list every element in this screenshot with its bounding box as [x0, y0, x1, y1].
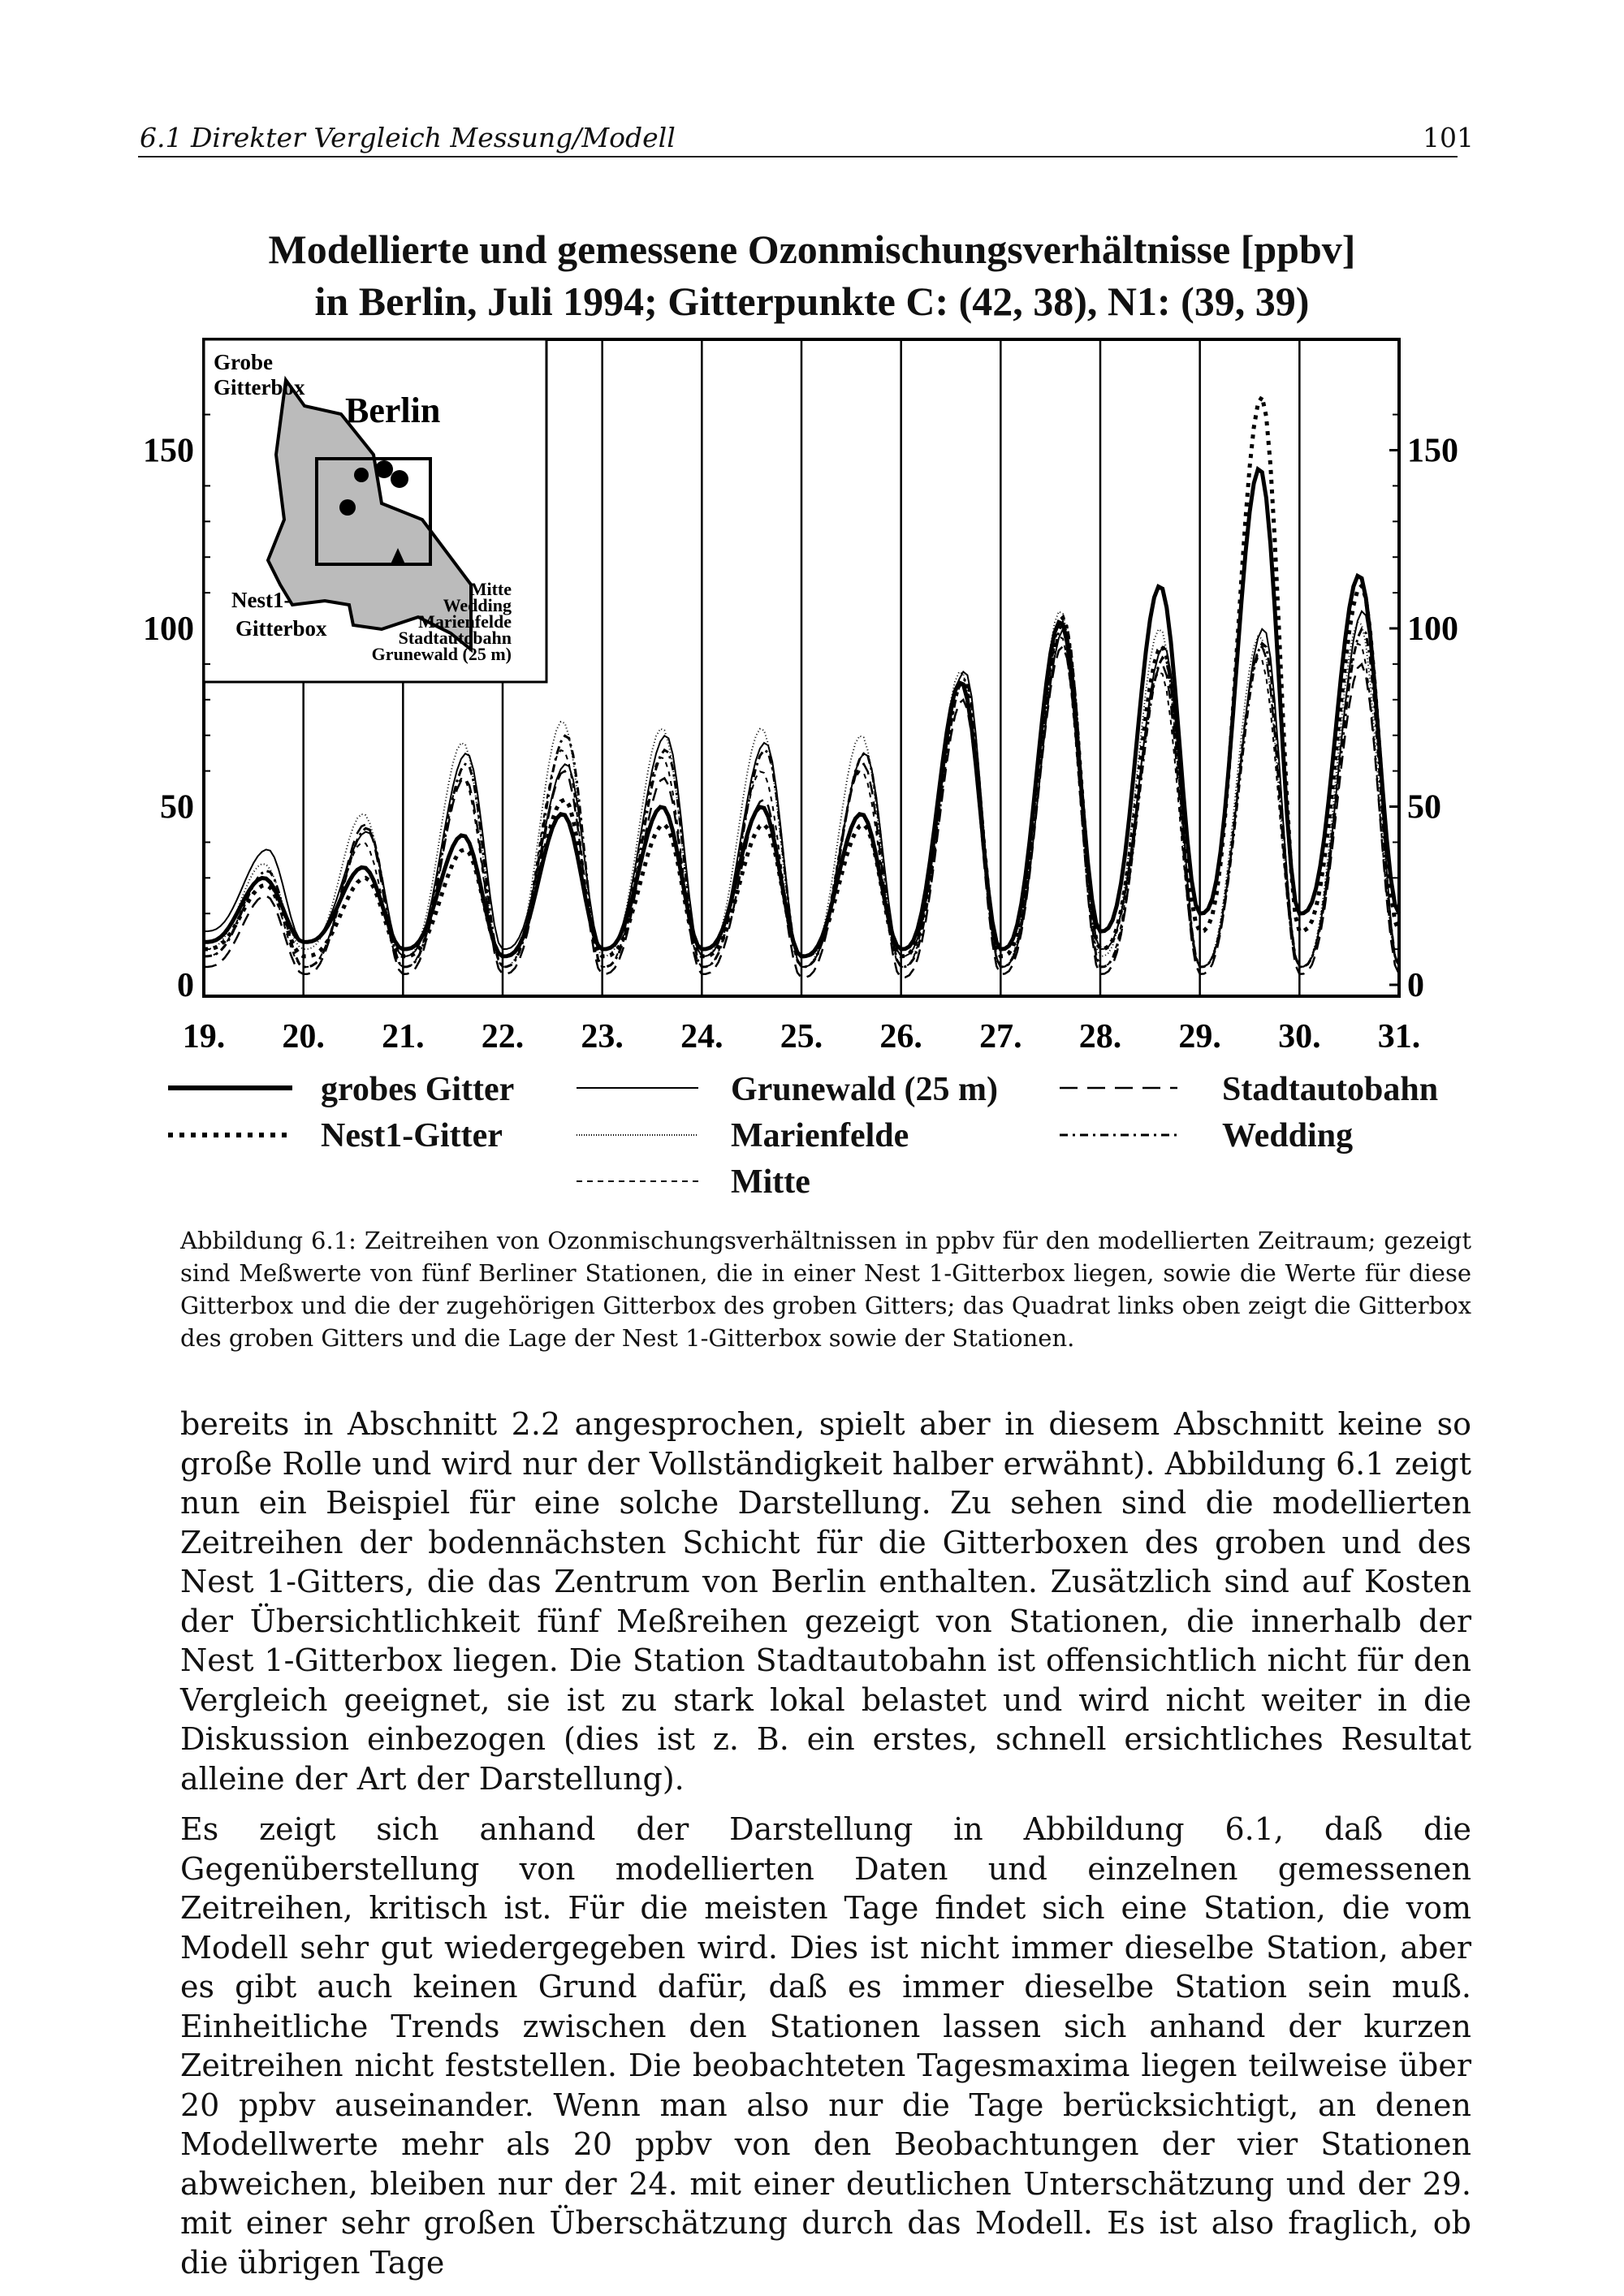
body-text	[180, 1405, 1471, 2294]
legend-label-marienfelde: Marienfelde	[731, 1117, 909, 1154]
figure-caption: Abbildung 6.1: Zeitreihen von Ozonmischungsverhältnissen in ppbv für den modellierten Zeitraum; gezeigt sind Meßwerte von fünf Berliner Stationen, die in einer Nest 1-Gitterbox liegen, sowie die Werte für diese Gitterbox und die der zugehörigen Gitterbox des groben Gitters; das Quadrat links oben zeigt die Gitterbox des groben Gitters und die Lage der Nest 1-Gitterbox sowie der Stationen.	[180, 1227, 1471, 1352]
inset-label-grobe: Grobe	[214, 350, 273, 374]
x-tick-label: 21.	[382, 1018, 425, 1055]
inset-label-berlin: Berlin	[345, 391, 441, 430]
x-tick-label: 23.	[581, 1018, 624, 1055]
x-tick-label: 20.	[282, 1018, 325, 1055]
x-tick-label: 31.	[1377, 1018, 1421, 1055]
y-tick-label-left: 100	[143, 611, 194, 648]
y-tick-label-left: 50	[160, 788, 194, 826]
paragraph: bereits in Abschnitt 2.2 angesprochen, spielt aber in diesem Abschnitt keine so große Rolle und wird nur der Vollständigkeit halber erwähnt). Abbildung 6.1 zeigt nun ein Beispiel für eine solche Darstellung. Zu sehen sind die modellierten Zeitreihen der bodennächsten Schicht für die Gitterboxen des groben und des Nest 1-Gitters, die das Zentrum von Berlin enthalten. Zusätzlich sind auf Kosten der Übersichtlichkeit fünf Meßreihen gezeigt von Stationen, die innerhalb der Nest 1-Gitterbox liegen. Die Station Stadtautobahn ist offensichtlich nicht für den Vergleich geeignet, sie ist zu stark lokal belastet und wird nicht weiter in die Diskussion einbezogen (dies ist z. B. ein erstes, schnell ersichtliches Resultat alleine der Art der Darstellung).	[180, 1406, 1471, 1797]
x-tick-label: 19.	[182, 1018, 226, 1055]
y-tick-label-left: 0	[177, 967, 194, 1004]
legend-label-mitte: Mitte	[731, 1163, 810, 1201]
station-label-grunewald: Grunewald (25 m)	[371, 644, 512, 664]
legend-label-stadtautobahn: Stadtautobahn	[1222, 1071, 1439, 1108]
inset-label-nest-gitterbox: Gitterbox	[235, 616, 327, 641]
x-tick-label: 28.	[1078, 1018, 1122, 1055]
y-tick-label-left: 150	[143, 432, 194, 470]
x-tick-label: 22.	[481, 1018, 525, 1055]
inset-label-nest1: Nest1-	[231, 588, 292, 612]
figure-title-line2: in Berlin, Juli 1994; Gitterpunkte C: (42, 38), N1: (39, 39)	[314, 278, 1310, 324]
y-tick-label-right: 150	[1407, 432, 1458, 470]
paragraph: Es zeigt sich anhand der Darstellung in Abbildung 6.1, daß die Gegenüberstellung von modellierten Daten und einzelnen gemessenen Zeitreihen, kritisch ist. Für die meisten Tage findet sich eine Station, die vom Modell sehr gut wiedergegeben wird. Dies ist nicht immer dieselbe Station, aber es gibt auch keinen Grund dafür, daß es immer dieselbe Station sein muß. Einheitliche Trends zwischen den Stationen lassen sich anhand der kurzen Zeitreihen nicht feststellen. Die beobachteten Tagesmaxima liegen teilweise über 20 ppbv auseinander. Wenn man also nur die Tage berücksichtigt, an denen Modellwerte mehr als 20 ppbv von den Beobachtungen der vier Stationen abweichen, bleiben nur der 24. mit einer deutlichen Unterschätzung und der 29. mit einer sehr großen Überschätzung durch das Modell. Es ist also fraglich, ob die übrigen Tage	[180, 1811, 1471, 2281]
station-label-marienfelde: Marienfelde	[418, 611, 512, 632]
x-tick-label: 25.	[780, 1018, 823, 1055]
legend-label-nest1-gitter: Nest1-Gitter	[321, 1117, 503, 1154]
x-tick-label: 26.	[879, 1018, 922, 1055]
legend-label-grunewald: Grunewald (25 m)	[731, 1071, 998, 1108]
y-tick-label-right: 100	[1407, 611, 1458, 648]
y-tick-label-right: 50	[1407, 788, 1441, 826]
page-number: 101	[1423, 122, 1474, 153]
legend-label-wedding: Wedding	[1222, 1117, 1354, 1154]
x-tick-label: 29.	[1178, 1018, 1221, 1055]
x-tick-label: 30.	[1278, 1018, 1321, 1055]
y-tick-label-right: 0	[1407, 967, 1424, 1004]
inset-label-gitterbox: Gitterbox	[214, 375, 305, 399]
x-tick-label: 24.	[680, 1018, 723, 1055]
x-tick-label: 27.	[979, 1018, 1022, 1055]
station-label-wedding: Wedding	[443, 595, 512, 615]
station-label-stadtautobahn: Stadtautobahn	[398, 628, 512, 648]
running-header-section: 6.1 Direkter Vergleich Messung/Modell	[140, 122, 676, 153]
legend-label-grobes-gitter: grobes Gitter	[321, 1071, 515, 1108]
station-label-mitte: Mitte	[469, 579, 512, 599]
figure-title-line1: Modellierte und gemessene Ozonmischungsverhältnisse [ppbv]	[268, 227, 1356, 272]
